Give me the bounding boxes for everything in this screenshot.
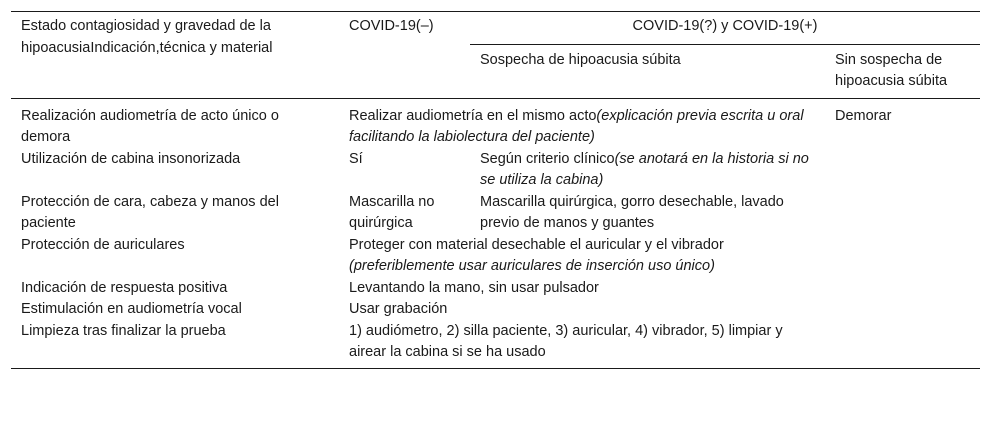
table-body	[11, 98, 980, 368]
value-text: Según criterio clínico	[480, 150, 615, 167]
protocol-table	[11, 11, 980, 369]
row-value-empty	[825, 278, 980, 300]
row-value-empty	[825, 192, 980, 235]
row-value	[339, 235, 825, 278]
header-covid-suspect-positive: COVID-19(?) y COVID-19(+)	[470, 12, 980, 45]
value-text: Proteger con material desechable el auricular y el vibrador	[349, 236, 724, 253]
row-value-last: Demorar	[825, 98, 980, 149]
value-note: (explicación previa escrita u oral facilitando la labiolectura del paciente)	[349, 107, 804, 145]
row-value-empty	[825, 149, 980, 192]
table-row	[11, 98, 980, 149]
row-value-empty	[825, 299, 980, 321]
header-state-cell: Estado contagiosidad y gravedad de la hipoacusiaIndicación,técnica y material	[11, 12, 339, 99]
row-value: 1) audiómetro, 2) silla paciente, 3) auricular, 4) vibrador, 5) limpiar y airear la cabina si se ha usado	[339, 321, 825, 369]
value-text: Realizar audiometría en el mismo acto	[349, 107, 597, 124]
row-value-suspect	[470, 149, 825, 192]
header-sudden-loss-not-suspected: Sin sospecha de hipoacusia súbita	[825, 44, 980, 98]
table-row	[11, 192, 980, 235]
row-value: Usar grabación	[349, 301, 448, 317]
header-covid-negative: COVID-19(–)	[339, 12, 470, 99]
table-row	[11, 278, 980, 300]
row-label: Protección de cara, cabeza y manos del paciente	[21, 193, 279, 231]
table-row	[11, 235, 980, 278]
header-sudden-loss-suspected: Sospecha de hipoacusia súbita	[470, 44, 825, 98]
row-value: Levantando la mano, sin usar pulsador	[349, 279, 599, 296]
row-value-empty	[825, 321, 980, 369]
table-row	[11, 321, 980, 369]
row-label: Indicación de respuesta positiva	[21, 279, 228, 296]
row-value-negative: Mascarilla no quirúrgica	[349, 193, 435, 231]
row-value-negative: Sí	[349, 150, 363, 167]
row-label: Estimulación en audiometría vocal	[21, 301, 242, 317]
row-label: Limpieza tras finalizar la prueba	[11, 321, 339, 369]
header-row	[11, 12, 980, 45]
table-header	[11, 12, 980, 99]
row-label: Utilización de cabina insonorizada	[21, 150, 241, 167]
table-row	[11, 149, 980, 192]
row-value	[339, 98, 825, 149]
row-value-empty	[825, 235, 980, 278]
row-label: Protección de auriculares	[21, 236, 185, 253]
row-label: Realización audiometría de acto único o demora	[11, 98, 339, 149]
value-note: (se anotará en la historia si no se utiliza la cabina)	[480, 150, 809, 188]
table-row	[11, 299, 980, 321]
value-note: (preferiblemente usar auriculares de inserción uso único)	[349, 258, 715, 274]
row-value-suspect: Mascarilla quirúrgica, gorro desechable, lavado previo de manos y guantes	[480, 193, 784, 231]
